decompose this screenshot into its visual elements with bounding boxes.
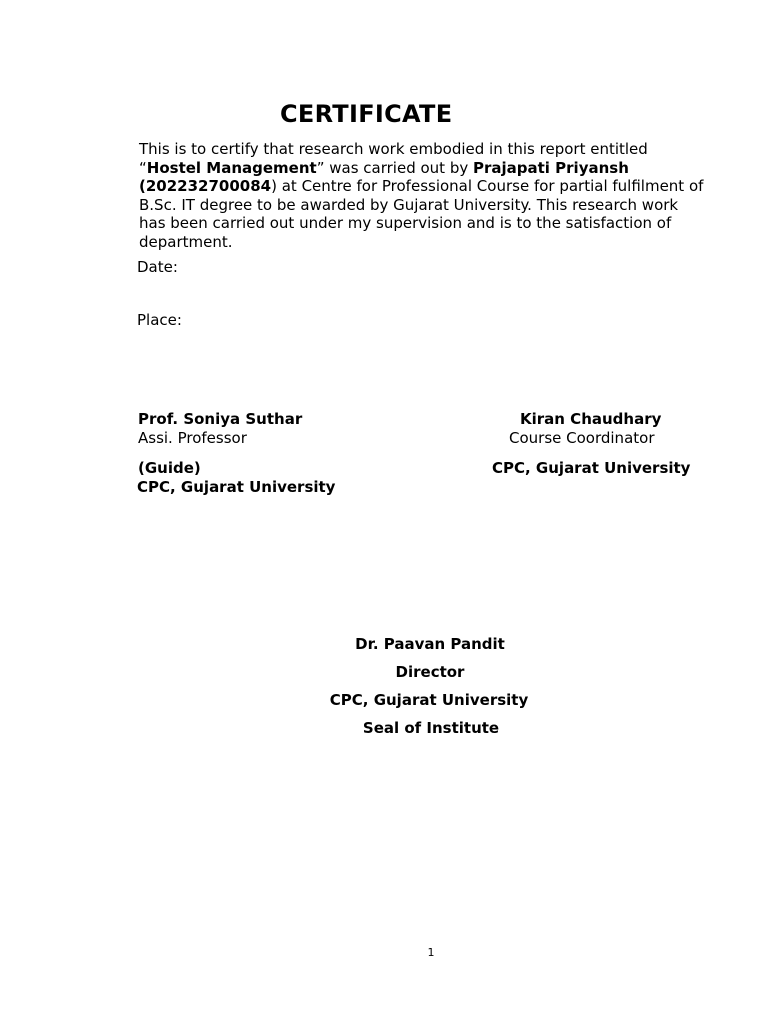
body-line-6 xyxy=(139,233,739,252)
date-label: Date: xyxy=(137,258,178,276)
director-institution: CPC, Gujarat University xyxy=(329,691,529,709)
centre-text: ) at Centre for Professional Course for partial fulfilment of xyxy=(271,177,704,196)
project-title: Hostel Management xyxy=(146,158,317,177)
body-line-2 xyxy=(139,159,739,178)
director-name: Dr. Paavan Pandit xyxy=(355,635,505,653)
page-number: 1 xyxy=(427,946,435,959)
page-title: CERTIFICATE xyxy=(280,100,453,128)
guide-role: (Guide) xyxy=(138,459,201,477)
place-label: Place: xyxy=(137,311,182,329)
enrollment-number: (202232700084 xyxy=(139,177,272,196)
student-name: Prajapati Priyansh xyxy=(472,158,629,177)
certificate-body xyxy=(139,140,739,252)
coordinator-name: Kiran Chaudhary xyxy=(520,410,662,428)
body-line-1 xyxy=(139,140,739,159)
director-designation: Director xyxy=(395,663,465,681)
body-line-3 xyxy=(139,177,739,196)
guide-designation: Assi. Professor xyxy=(138,429,247,447)
body-line-5 xyxy=(139,214,739,233)
degree-text: B.Sc. IT degree to be awarded by Gujarat University. This research work xyxy=(139,195,679,214)
guide-name: Prof. Soniya Suthar xyxy=(138,410,303,428)
supervision-text: has been carried out under my supervision and is to the satisfaction of xyxy=(139,214,672,233)
coordinator-institution: CPC, Gujarat University xyxy=(492,459,691,477)
open-quote: “ xyxy=(139,158,147,177)
body-intro: This is to certify that research work embodied in this report entitled xyxy=(139,140,648,158)
seal-label: Seal of Institute xyxy=(362,719,500,737)
body-line-4 xyxy=(139,196,739,215)
carried-out-text: ” was carried out by xyxy=(316,158,473,177)
guide-institution: CPC, Gujarat University xyxy=(137,478,336,496)
department-text: department. xyxy=(139,232,233,251)
coordinator-designation: Course Coordinator xyxy=(509,429,655,447)
